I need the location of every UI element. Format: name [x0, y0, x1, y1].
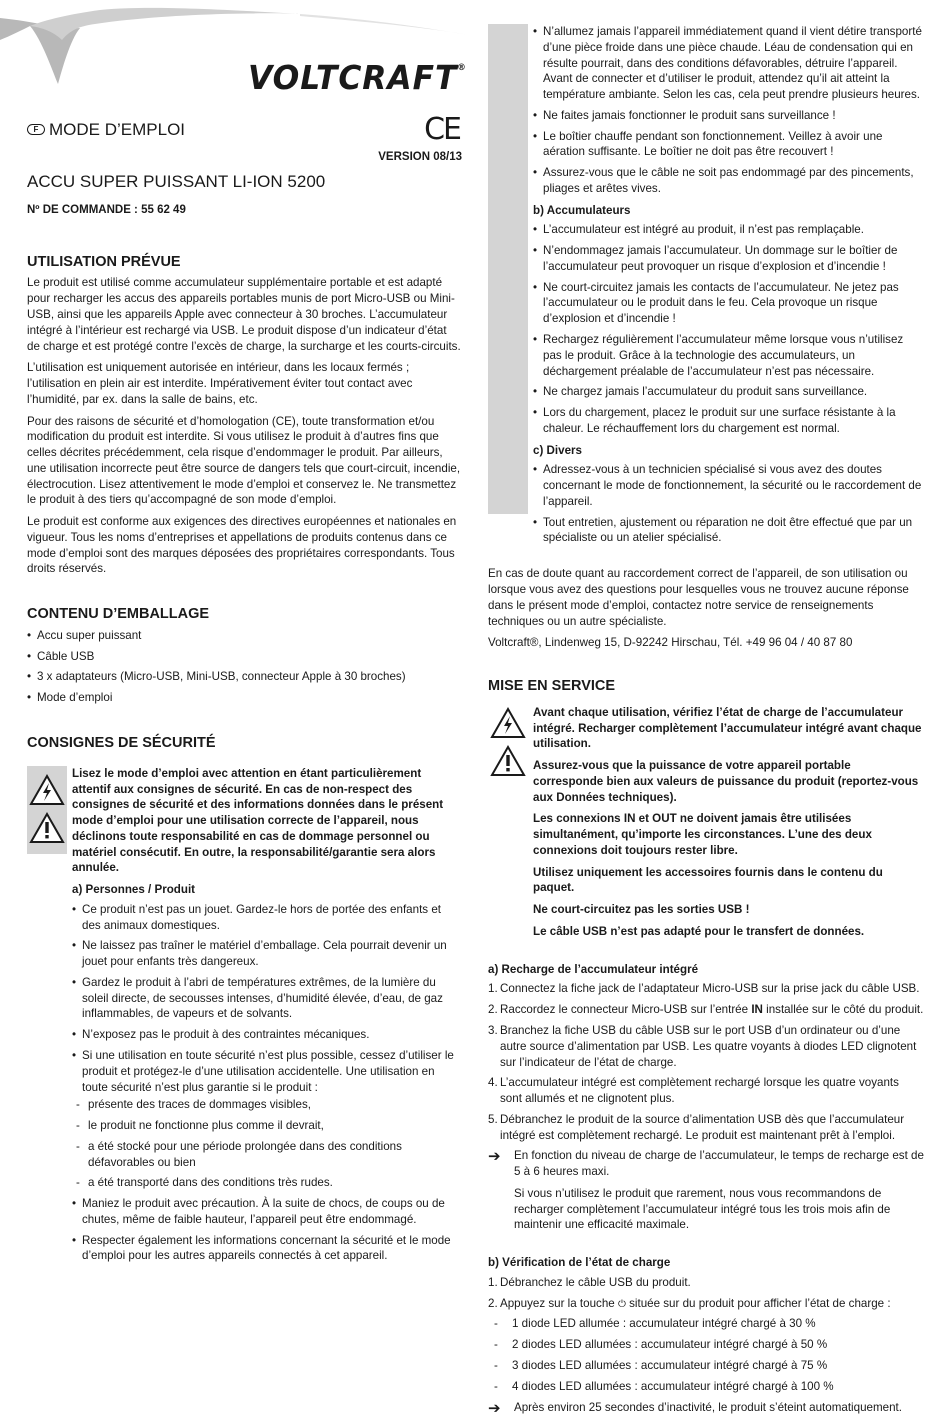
note-row [488, 1148, 924, 1233]
note-text: Après environ 25 secondes d’inactivité, le produit s’éteint automatiquement. [514, 1400, 902, 1414]
list-item: - a été transporté dans des conditions très rudes. [72, 1175, 462, 1191]
utilisation-para: Le produit est utilisé comme accumulateur supplémentaire portable et est adapté pour recharger les accus des appareils portables munis de port Micro-USB ou Mini-USB, ainsi que les appareils Apple avec connecteur à 30 broches. L’accumulateur intégré à l’intérieur est rechargé via USB. Le produit dispose d’un indicateur d’état de charge et est protégé contre l’excès de charge, la surcharge et les courts-circuits. [27, 276, 461, 353]
list-item: • Rechargez régulièrement l’accumulateur même lorsque vous n’utilisez pas le produit. Grâce à la technologie des accumulateurs, un déchargement préalable de l’accumulateur n’est pas nécessaire. [533, 332, 924, 379]
note-text: En fonction du niveau de charge de l’accumulateur, le temps de recharge est de 5 à 6 heures maxi. [514, 1149, 924, 1179]
contenu-heading: CONTENU D’EMBALLAGE [27, 606, 210, 623]
list-item: • Tout entretien, ajustement ou réparation ne doit être effectué que par un spécialiste ou un atelier spécialisé. [533, 515, 924, 547]
left-column [27, 112, 462, 1269]
list-item: • Le boîtier chauffe pendant son fonctionnement. Veillez à avoir une aération suffisante. Le boîtier ne doit pas être recouvert ! [533, 129, 924, 161]
grey-margin-bar [488, 24, 528, 514]
right-column [488, 24, 924, 1421]
list-item: - présente des traces de dommages visibles, [72, 1097, 462, 1113]
contact-address: Voltcraft®, Lindenweg 15, D-92242 Hirschau, Tél. +49 96 04 / 40 87 80 [488, 636, 853, 650]
list-item: 1. Connectez la fiche jack de l’adaptateur Micro-USB sur la prise jack du câble USB. [488, 982, 920, 996]
section-c-list [533, 462, 924, 546]
electric-hazard-icon [490, 707, 526, 739]
power-button-icon: ⏻ [617, 1298, 626, 1310]
verification-steps [488, 1275, 924, 1312]
warning-text: Ne court-circuitez pas les sorties USB ! [533, 903, 750, 917]
list-item: • Ne court-circuitez jamais les contacts de l’accumulateur. Ne jetez pas l’accumulateur ou le produit dans le feu. Cela provoque un risque d’explosion et d’incendie ! [533, 280, 924, 327]
utilisation-para: Pour des raisons de sécurité et d’homologation (CE), toute transformation et/ou modification du produit est interdite. Si vous utilisez le produit à d’autres fins que celles décrites précédemment, cela risque d’endommager le produit. Par ailleurs, une utilisation incorrecte peut être source de dangers tels que court-circuit, incendie, électrocution. Lisez attentivement le mode d’emploi et conservez le. Ne transmettez le produit à des tiers qu’accompagné de son mode d’emploi. [27, 414, 461, 507]
warning-text: Avant chaque utilisation, vérifiez l’état de charge de l’accumulateur intégré. Recharger complètement l’accumulateur intégré avant chaque utilisation. [533, 705, 922, 751]
utilisation-para: L’utilisation est uniquement autorisée en intérieur, dans les locaux fermés ; l’utilisation en plein air est interdite. Impérativement éviter tout contact avec l’humidité, par ex. dans la salle de bains, etc. [27, 361, 413, 406]
list-item: • Mode d’emploi [27, 690, 462, 706]
voltcraft-logo: VOLTCRAFT® [248, 58, 467, 97]
language-badge: F [27, 124, 45, 135]
exclamation-warning-icon [490, 745, 526, 777]
led-status-list [490, 1316, 924, 1394]
list-item: • N’allumez jamais l’appareil immédiatement quand il vient détire transporté d’une pièce froide dans une pièce chaude. Léau de condensation qui en résulte pourrait, dans des conditions défavorables, détruire l’appareil. Avant de connecter et d’utiliser le produit, attendez qu’il ait atteint la température ambiante. Selon les cas, cela peut prendre plusieurs heures. [533, 24, 924, 103]
list-item: • Ne chargez jamais l’accumulateur du produit sans surveillance. [533, 384, 924, 400]
note-text: Si vous n’utilisez le produit que rarement, nous vous recommandons de recharger complètement l’accumulateur intégré tous les trois mois afin de maintenir une efficacité maximale. [514, 1186, 891, 1232]
list-item: 2. Raccordez le connecteur Micro-USB sur l’entrée IN installée sur le côté du produit. [488, 1003, 924, 1017]
section-b-list [533, 222, 924, 436]
exclamation-warning-icon [29, 812, 65, 844]
list-item: • Si une utilisation en toute sécurité n’est plus possible, cessez d’utiliser le produit et protégez-le d’une utilisation accidentelle. Une utilisation en toute sécurité n’est plus garantie si le produit : - présente des traces de dommages visibles, - le produit ne fonctionne plus comme il devrait, - a été stocké pour une période prolongée dans des conditions défavorables ou bien - a été transporté dans des conditions très rudes. [72, 1048, 462, 1191]
note-row [488, 1400, 924, 1416]
product-title: ACCU SUPER PUISSANT LI-ION 5200 [27, 172, 326, 191]
safety-warning-block [27, 766, 462, 1264]
list-item: • Gardez le produit à l’abri de températures extrêmes, de la lumière du soleil directe, de secousses intenses, d’humidité élevée, d’eau, de gaz inflammables, de vapeurs et de solvants. [72, 975, 462, 1022]
list-item: • N’exposez pas le produit à des contraintes mécaniques. [72, 1027, 462, 1043]
list-item: • Ne laissez pas traîner le matériel d’emballage. Cela pourrait devenir un jouet pour enfants très dangereux. [72, 938, 462, 970]
list-item: • Câble USB [27, 649, 462, 665]
list-item: • Lors du chargement, placez le produit sur une surface résistante à la chaleur. Le réchauffement lors du chargement est normal. [533, 405, 924, 437]
arrow-right-icon: ➔ [488, 1399, 501, 1417]
recharge-steps [488, 981, 924, 1143]
list-item: • Ne faites jamais fonctionner le produit sans surveillance ! [533, 108, 924, 124]
section-a-list [72, 902, 462, 1264]
recharge-title: a) Recharge de l’accumulateur intégré [488, 962, 699, 976]
utilisation-heading: UTILISATION PRÉVUE [27, 253, 181, 270]
consignes-heading: CONSIGNES DE SÉCURITÉ [27, 735, 216, 752]
contenu-list [27, 628, 462, 706]
list-item: • Respecter également les informations concernant la sécurité et le mode d’emploi pour les autres appareils connectés à cet appareil. [72, 1233, 462, 1265]
section-b-title: b) Accumulateurs [533, 203, 631, 217]
section-c-title: c) Divers [533, 443, 582, 457]
safety-warning-content [72, 766, 462, 1264]
warning-icons [29, 774, 65, 850]
list-item: 1. Débranchez le câble USB du produit. [488, 1275, 691, 1289]
list-item: • Ce produit n’est pas un jouet. Gardez-le hors de portée des enfants et des animaux domestiques. [72, 902, 462, 934]
section-a-title: a) Personnes / Produit [72, 883, 196, 897]
list-item: • Accu super puissant [27, 628, 462, 644]
electric-hazard-icon [29, 774, 65, 806]
warning-text: Utilisez uniquement les accessoires fournis dans le contenu du paquet. [533, 865, 883, 895]
list-item: 2. Appuyez sur la touche ⏻ située sur du produit pour afficher l’état de charge : [488, 1296, 891, 1310]
warning-icons [490, 707, 526, 783]
mise-warning-block [488, 705, 924, 940]
mode-title: MODE D’EMPLOI [49, 120, 186, 139]
list-item: - 4 diodes LED allumées : accumulateur intégré chargé à 100 % [490, 1379, 924, 1395]
mise-heading: MISE EN SERVICE [488, 678, 616, 695]
order-number: Nº DE COMMANDE : 55 62 49 [27, 204, 186, 217]
doc-header [27, 112, 462, 163]
mise-warning-content [533, 705, 924, 940]
verification-title: b) Vérification de l’état de charge [488, 1256, 671, 1270]
list-item: - 2 diodes LED allumées : accumulateur intégré chargé à 50 % [490, 1337, 924, 1353]
list-item: • N’endommagez jamais l’accumulateur. Un dommage sur le boîtier de l’accumulateur peut provoquer un risque d’explosion et d’incendie ! [533, 243, 924, 275]
version-label: VERSION 08/13 [378, 151, 462, 163]
list-item: - 1 diode LED allumée : accumulateur intégré chargé à 30 % [490, 1316, 924, 1332]
safety-intro: Lisez le mode d’emploi avec attention en étant particulièrement attentif aux consignes de sécurité. En cas de non-respect des consignes de sécurité et des informations données dans le présent mode d’emploi pour une utilisation correcte de l’appareil, nous déclinons toute responsabilité en cas de dommage personnel ou matériel consécutif. En outre, la responsabilité/garantie sera alors annulée. [72, 766, 444, 875]
condition-list [72, 1097, 462, 1191]
safety-continued [533, 24, 924, 546]
warning-text: Assurez-vous que la puissance de votre appareil portable corresponde bien aux valeurs de puissance du produit (reportez-vous aux Données techniques). [533, 759, 919, 804]
warning-text: Le câble USB n’est pas adapté pour le transfert de données. [533, 924, 865, 938]
list-item: - le produit ne fonctionne plus comme il devrait, [72, 1118, 462, 1134]
section-a-list-continued [533, 24, 924, 197]
warning-text: Les connexions IN et OUT ne doivent jamais être utilisées simultanément, qu’importe les circonstances. L’une des deux connexions doit toujours rester libre. [533, 812, 872, 857]
list-item: • Maniez le produit avec précaution. À la suite de chocs, de coups ou de chutes, même de faible hauteur, l’appareil peut être endommagé. [72, 1196, 462, 1228]
list-item: - 3 diodes LED allumées : accumulateur intégré chargé à 75 % [490, 1358, 924, 1374]
list-item: • Assurez-vous que le câble ne soit pas endommagé par des pincements, pliages et arêtes vives. [533, 165, 924, 197]
list-item: 3. Branchez la fiche USB du câble USB sur le port USB d’un ordinateur ou d’une autre source d’alimentation par USB. Les quatre voyants à diodes LED clignotent sur l’indicateur de l’état de charge. [488, 1024, 917, 1069]
arrow-right-icon: ➔ [488, 1148, 501, 1166]
list-item: • 3 x adaptateurs (Micro-USB, Mini-USB, connecteur Apple à 30 broches) [27, 669, 462, 685]
list-item: • L’accumulateur est intégré au produit, il n’est pas remplaçable. [533, 222, 924, 238]
list-item: - a été stocké pour une période prolongée dans des conditions défavorables ou bien [72, 1139, 462, 1171]
list-item: 4. L’accumulateur intégré est complètement rechargé lorsque les quatre voyants sont allumés et ne clignotent plus. [488, 1076, 899, 1106]
list-item: • Adressez-vous à un technicien spécialisé si vous avez des doutes concernant le mode de fonctionnement, la sécurité ou le raccordement de l’appareil. [533, 462, 924, 509]
contact-para: En cas de doute quant au raccordement correct de l’appareil, de son utilisation ou lorsque vous avez des questions pour lesquelles vous ne trouvez aucune réponse dans le présent mode d’emploi, contactez notre service de renseignements techniques ou un autre spécialiste. [488, 567, 909, 628]
utilisation-para: Le produit est conforme aux exigences des directives européennes et nationales en vigueur. Tous les noms d’entreprises et appellations de produits contenus dans ce mode d’emploi sont des marques déposées des propriétaires correspondants. Tous droits réservés. [27, 515, 457, 576]
ce-mark: CE [424, 112, 460, 147]
list-item: 5. Débranchez le produit de la source d’alimentation USB dès que l’accumulateur intégré est complètement rechargé. Le produit est maintenant prêt à l’emploi. [488, 1112, 905, 1142]
